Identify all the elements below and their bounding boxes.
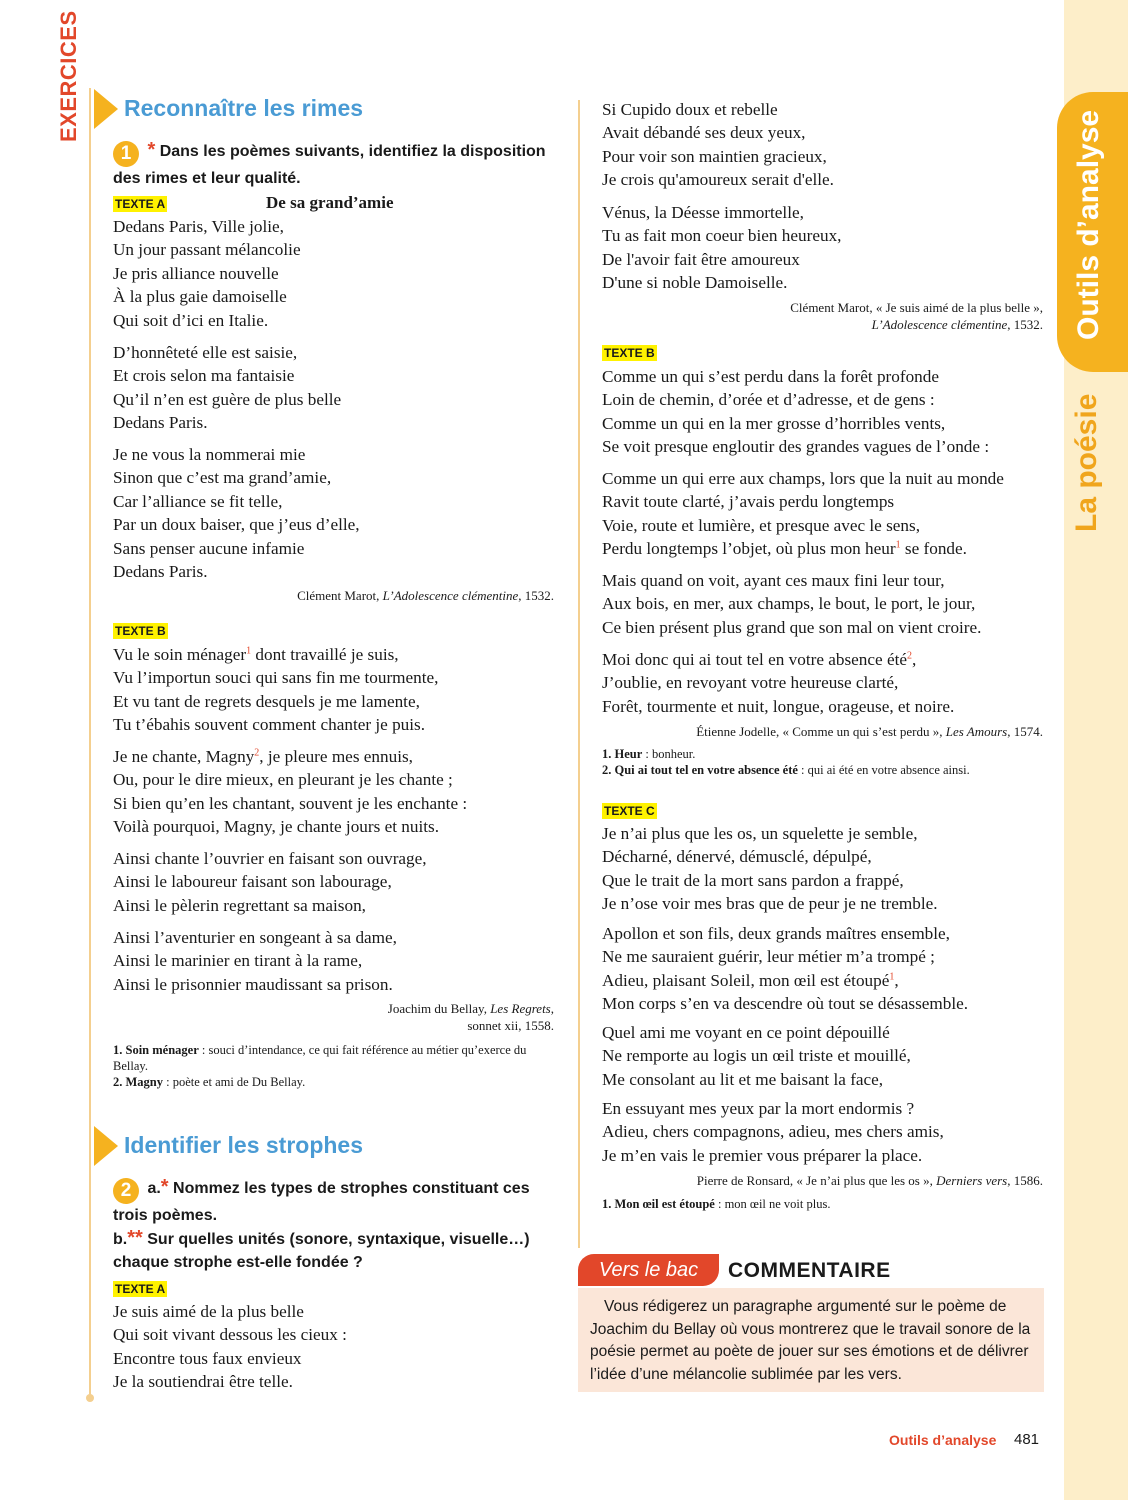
source-date: , 1574. xyxy=(1007,724,1043,739)
source-author: Clément Marot, « Je suis aimé de la plus belle », xyxy=(790,300,1043,315)
poem-stanza xyxy=(113,643,438,737)
section-title-rimes: Reconnaître les rimes xyxy=(124,95,364,121)
verse-line: Apollon et son fils, deux grands maîtres ensemble, xyxy=(602,924,950,943)
verse-line: Ainsi le prisonnier maudissant sa prison. xyxy=(113,974,393,994)
verse-line: Comme un qui en la mer grosse d’horribles vents, xyxy=(602,413,946,433)
texte-tag: TEXTE A xyxy=(115,197,166,211)
footnotes xyxy=(602,1196,1047,1212)
verse-line: Dedans Paris. xyxy=(113,561,208,581)
poem-stanza xyxy=(602,365,989,459)
verse-line: Sans penser aucune infamie xyxy=(113,538,305,558)
footnotes xyxy=(602,746,1047,778)
source-author: Clément Marot, xyxy=(297,588,383,603)
exercise-2-instruction xyxy=(113,1176,558,1274)
source-date: , xyxy=(550,1001,554,1016)
exercise-number-badge: 2 xyxy=(113,1178,139,1204)
poem-source xyxy=(388,1000,554,1034)
exercise-1-text: Dans les poèmes suivants, identifiez la disposition des rimes et leur qualité. xyxy=(113,143,546,187)
verse-line: Ce bien présent plus grand que son mal on vient croire. xyxy=(602,617,982,637)
verse-line: Si Cupido doux et rebelle xyxy=(602,100,778,119)
source-work: Les Regrets xyxy=(490,1001,551,1016)
verse-line: Sinon que c’est ma grand’amie, xyxy=(113,468,332,488)
verse-line: Décharné, dénervé, démusclé, dépulpé, xyxy=(602,847,872,867)
poem-stanza xyxy=(113,443,360,583)
poem-stanza xyxy=(602,201,841,295)
side-section-label: La poésie xyxy=(1070,393,1103,532)
poem-stanza xyxy=(113,745,467,839)
middle-column-rule xyxy=(578,100,580,1248)
verse-line: Encontre tous faux envieux xyxy=(113,1348,302,1368)
verse-line: Si bien qu’en les chantant, souvent je les enchante : xyxy=(113,793,468,813)
question-label: b. xyxy=(113,1231,128,1248)
verse-line: Vu l’importun souci qui sans fin me tourmente, xyxy=(113,668,439,688)
poem-stanza xyxy=(113,341,341,435)
source-detail: sonnet xii, 1558. xyxy=(467,1018,554,1033)
verse-line: De l'avoir fait être amoureux xyxy=(602,249,800,269)
rule-end-dot xyxy=(86,1394,94,1402)
verse-line: Car l’alliance se fit telle, xyxy=(113,491,283,511)
verse-line: Ainsi l’aventurier en songeant à sa dame, xyxy=(113,928,397,947)
source-date: , 1532. xyxy=(518,588,554,603)
poem-stanza xyxy=(113,215,301,332)
verse-line: Moi donc qui ai tout tel en votre absence été$^2$, xyxy=(602,650,917,669)
verse-line: Un jour passant mélancolie xyxy=(113,240,301,260)
verse-line: Ou, pour le dire mieux, en pleurant je les chante ; xyxy=(113,770,453,790)
verse-line: Forêt, tourmente et nuit, longue, orageuse, et noire. xyxy=(602,696,955,716)
poem-stanza xyxy=(602,822,938,916)
exercise-1-instruction xyxy=(113,139,558,190)
verse-line: Et vu tant de regrets desquels je me lamente, xyxy=(113,691,420,711)
verse-line: Dedans Paris, Ville jolie, xyxy=(113,217,284,236)
verse-line: Qui soit d’ici en Italie. xyxy=(113,310,269,330)
poem-source xyxy=(696,723,1043,740)
verse-line: Tu t’ébahis souvent comment chanter je puis. xyxy=(113,715,426,735)
verse-line: Qui soit vivant dessous les cieux : xyxy=(113,1325,347,1345)
texte-tag: TEXTE A xyxy=(115,1282,166,1296)
vers-le-bac-badge: Vers le bac xyxy=(578,1254,719,1286)
verse-line: Que le trait de la mort sans pardon a frappé, xyxy=(602,870,904,890)
verse-line: Je n’ose voir mes bras que de peur je ne tremble. xyxy=(602,894,938,914)
verse-line: Je m’en vais le premier vous préparer la place. xyxy=(602,1145,923,1165)
verse-line: Loin de chemin, d’orée et d’adresse, et de gens : xyxy=(602,390,935,410)
bac-instruction-text: Vous rédigerez un paragraphe argumenté sur le poème de Joachim du Bellay où vous montrerez que le travail sonore de la poésie permet au poète de jouer sur ses émotions et de délivrer l’idée d’une mélancolie sublimée par les vers. xyxy=(590,1298,1031,1383)
poem-source xyxy=(697,1172,1043,1189)
source-author: Pierre de Ronsard, « Je n’ai plus que les os », xyxy=(696,1173,937,1188)
verse-line: D’honnêteté elle est saisie, xyxy=(113,343,298,362)
exercise-number-badge: 1 xyxy=(113,141,139,167)
verse-line: Adieu, plaisant Soleil, mon œil est étoupé$^1$, xyxy=(602,970,899,990)
verse-line: Quel ami me voyant en ce point dépouillé xyxy=(602,1023,890,1042)
difficulty-star: * xyxy=(147,139,156,161)
exercices-label: EXERCICES xyxy=(56,10,81,142)
verse-line: Comme un qui s’est perdu dans la forêt profonde xyxy=(602,367,939,386)
verse-line: Me consolant au lit et me baisant la face, xyxy=(602,1069,884,1089)
texte-tag: TEXTE B xyxy=(604,346,655,360)
source-work: L’Adolescence clémentine xyxy=(382,588,519,603)
footnotes xyxy=(113,1042,558,1090)
verse-line: Avait débandé ses deux yeux, xyxy=(602,123,806,143)
source-date: , 1586. xyxy=(1007,1173,1043,1188)
bac-instruction-box xyxy=(578,1288,1044,1392)
verse-line: Je pris alliance nouvelle xyxy=(113,263,279,283)
page-number: 481 xyxy=(1014,1431,1040,1448)
verse-line: Voie, route et lumière, et presque avec le sens, xyxy=(602,515,921,535)
source-work: Derniers vers xyxy=(936,1173,1008,1188)
section-arrow-icon xyxy=(94,89,118,129)
verse-line: Vu le soin ménager$^1$ dont travaillé je suis, xyxy=(113,645,399,664)
left-column-rule xyxy=(89,88,91,1398)
verse-line: Ne remporte au logis un œil triste et mouillé, xyxy=(602,1046,911,1066)
poem-stanza xyxy=(113,847,427,917)
verse-line: Ainsi le marinier en tirant à la rame, xyxy=(113,951,363,971)
verse-line: Pour voir son maintien gracieux, xyxy=(602,146,827,166)
footnote: 1. Soin ménager : souci d’intendance, ce qui fait référence au métier qu’exerce du Bellay. xyxy=(113,1043,527,1073)
question-a-text: Nommez les types de strophes constituant ces trois poèmes. xyxy=(113,1180,530,1224)
poem-stanza xyxy=(602,1097,944,1167)
bac-kind-label: COMMENTAIRE xyxy=(728,1259,891,1282)
section-arrow-icon xyxy=(94,1126,118,1166)
source-author: Étienne Jodelle, « Comme un qui s’est perdu », xyxy=(696,724,946,739)
verse-line: Je suis aimé de la plus belle xyxy=(113,1302,304,1321)
side-tab-label: Outils d’analyse xyxy=(1072,109,1105,340)
texte-tag: TEXTE C xyxy=(604,804,655,818)
verse-line: Perdu longtemps l’objet, où plus mon heur$^1$ se fonde. xyxy=(602,539,967,559)
poem-stanza xyxy=(113,1300,347,1394)
verse-line: D'une si noble Damoiselle. xyxy=(602,273,788,293)
verse-line: Adieu, chers compagnons, adieu, mes chers amis, xyxy=(602,1122,944,1142)
poem-stanza xyxy=(602,98,834,192)
verse-line: Se voit presque engloutir des grandes vagues de l’onde : xyxy=(602,437,990,457)
verse-line: À la plus gaie damoiselle xyxy=(113,287,287,307)
poem-stanza xyxy=(602,1021,911,1091)
verse-line: Aux bois, en mer, aux champs, le bout, le port, le jour, xyxy=(602,594,976,614)
verse-line: Vénus, la Déesse immortelle, xyxy=(602,203,804,222)
footer-section-label: Outils d’analyse xyxy=(889,1432,997,1448)
source-work: L’Adolescence clémentine xyxy=(871,317,1008,332)
question-b-text: Sur quelles unités (sonore, syntaxique, visuelle…) chaque strophe est-elle fondée ? xyxy=(113,1231,530,1271)
source-author: Joachim du Bellay, xyxy=(387,1001,491,1016)
poem-stanza xyxy=(602,922,968,1016)
difficulty-star: ** xyxy=(127,1227,143,1249)
poem-source xyxy=(790,299,1043,333)
verse-line: Comme un qui erre aux champs, lors que la nuit au monde xyxy=(602,469,1004,488)
verse-line: Tu as fait mon coeur bien heureux, xyxy=(602,226,842,246)
poem-stanza xyxy=(602,569,981,639)
footnote: 1. Heur : bonheur. xyxy=(602,747,696,761)
verse-line: Et crois selon ma fantaisie xyxy=(113,366,295,386)
section-title-strophes: Identifier les strophes xyxy=(124,1132,364,1158)
verse-line: Voilà pourquoi, Magny, je chante jours et nuits. xyxy=(113,817,440,837)
difficulty-star: * xyxy=(160,1176,169,1198)
verse-line: Ainsi chante l’ouvrier en faisant son ouvrage, xyxy=(113,849,427,868)
footnote: 2. Qui ai tout tel en votre absence été : qui ai été en votre absence ainsi. xyxy=(602,763,970,777)
footnote: 2. Magny : poète et ami de Du Bellay. xyxy=(113,1075,306,1089)
verse-line: Qu’il n’en est guère de plus belle xyxy=(113,389,342,409)
poem-source xyxy=(297,587,554,604)
source-work: Les Amours xyxy=(945,724,1008,739)
poem-stanza xyxy=(113,926,397,996)
verse-line: Je la soutiendrai être telle. xyxy=(113,1372,293,1392)
verse-line: J’oublie, en revoyant votre heureuse clarté, xyxy=(602,673,899,693)
verse-line: Ainsi le pèlerin regrettant sa maison, xyxy=(113,895,366,915)
verse-line: Je n’ai plus que les os, un squelette je semble, xyxy=(602,824,918,843)
verse-line: Ravit toute clarté, j’avais perdu longtemps xyxy=(602,492,895,512)
poem-stanza xyxy=(602,648,954,718)
verse-line: Dedans Paris. xyxy=(113,413,208,433)
verse-line: En essuyant mes yeux par la mort endormis ? xyxy=(602,1099,915,1118)
texte-tag: TEXTE B xyxy=(115,624,166,638)
verse-line: Par un doux baiser, que j’eus d’elle, xyxy=(113,515,360,535)
verse-line: Ainsi le laboureur faisant son labourage, xyxy=(113,872,392,892)
source-date: , 1532. xyxy=(1007,317,1043,332)
verse-line: Mon corps s’en va descendre où tout se désassemble. xyxy=(602,994,969,1014)
verse-line: Je ne vous la nommerai mie xyxy=(113,445,306,464)
verse-line: Mais quand on voit, ayant ces maux fini leur tour, xyxy=(602,571,945,590)
poem-title: De sa grand’amie xyxy=(266,193,394,212)
verse-line: Ne me sauraient guérir, leur métier m’a trompé ; xyxy=(602,947,935,967)
poem-stanza xyxy=(602,467,1004,561)
question-label: a. xyxy=(147,1180,161,1197)
verse-line: Je ne chante, Magny$^2$, je pleure mes ennuis, xyxy=(113,747,413,766)
footnote: 1. Mon œil est étoupé : mon œil ne voit plus. xyxy=(602,1197,831,1211)
verse-line: Je crois qu'amoureux serait d'elle. xyxy=(602,170,834,190)
